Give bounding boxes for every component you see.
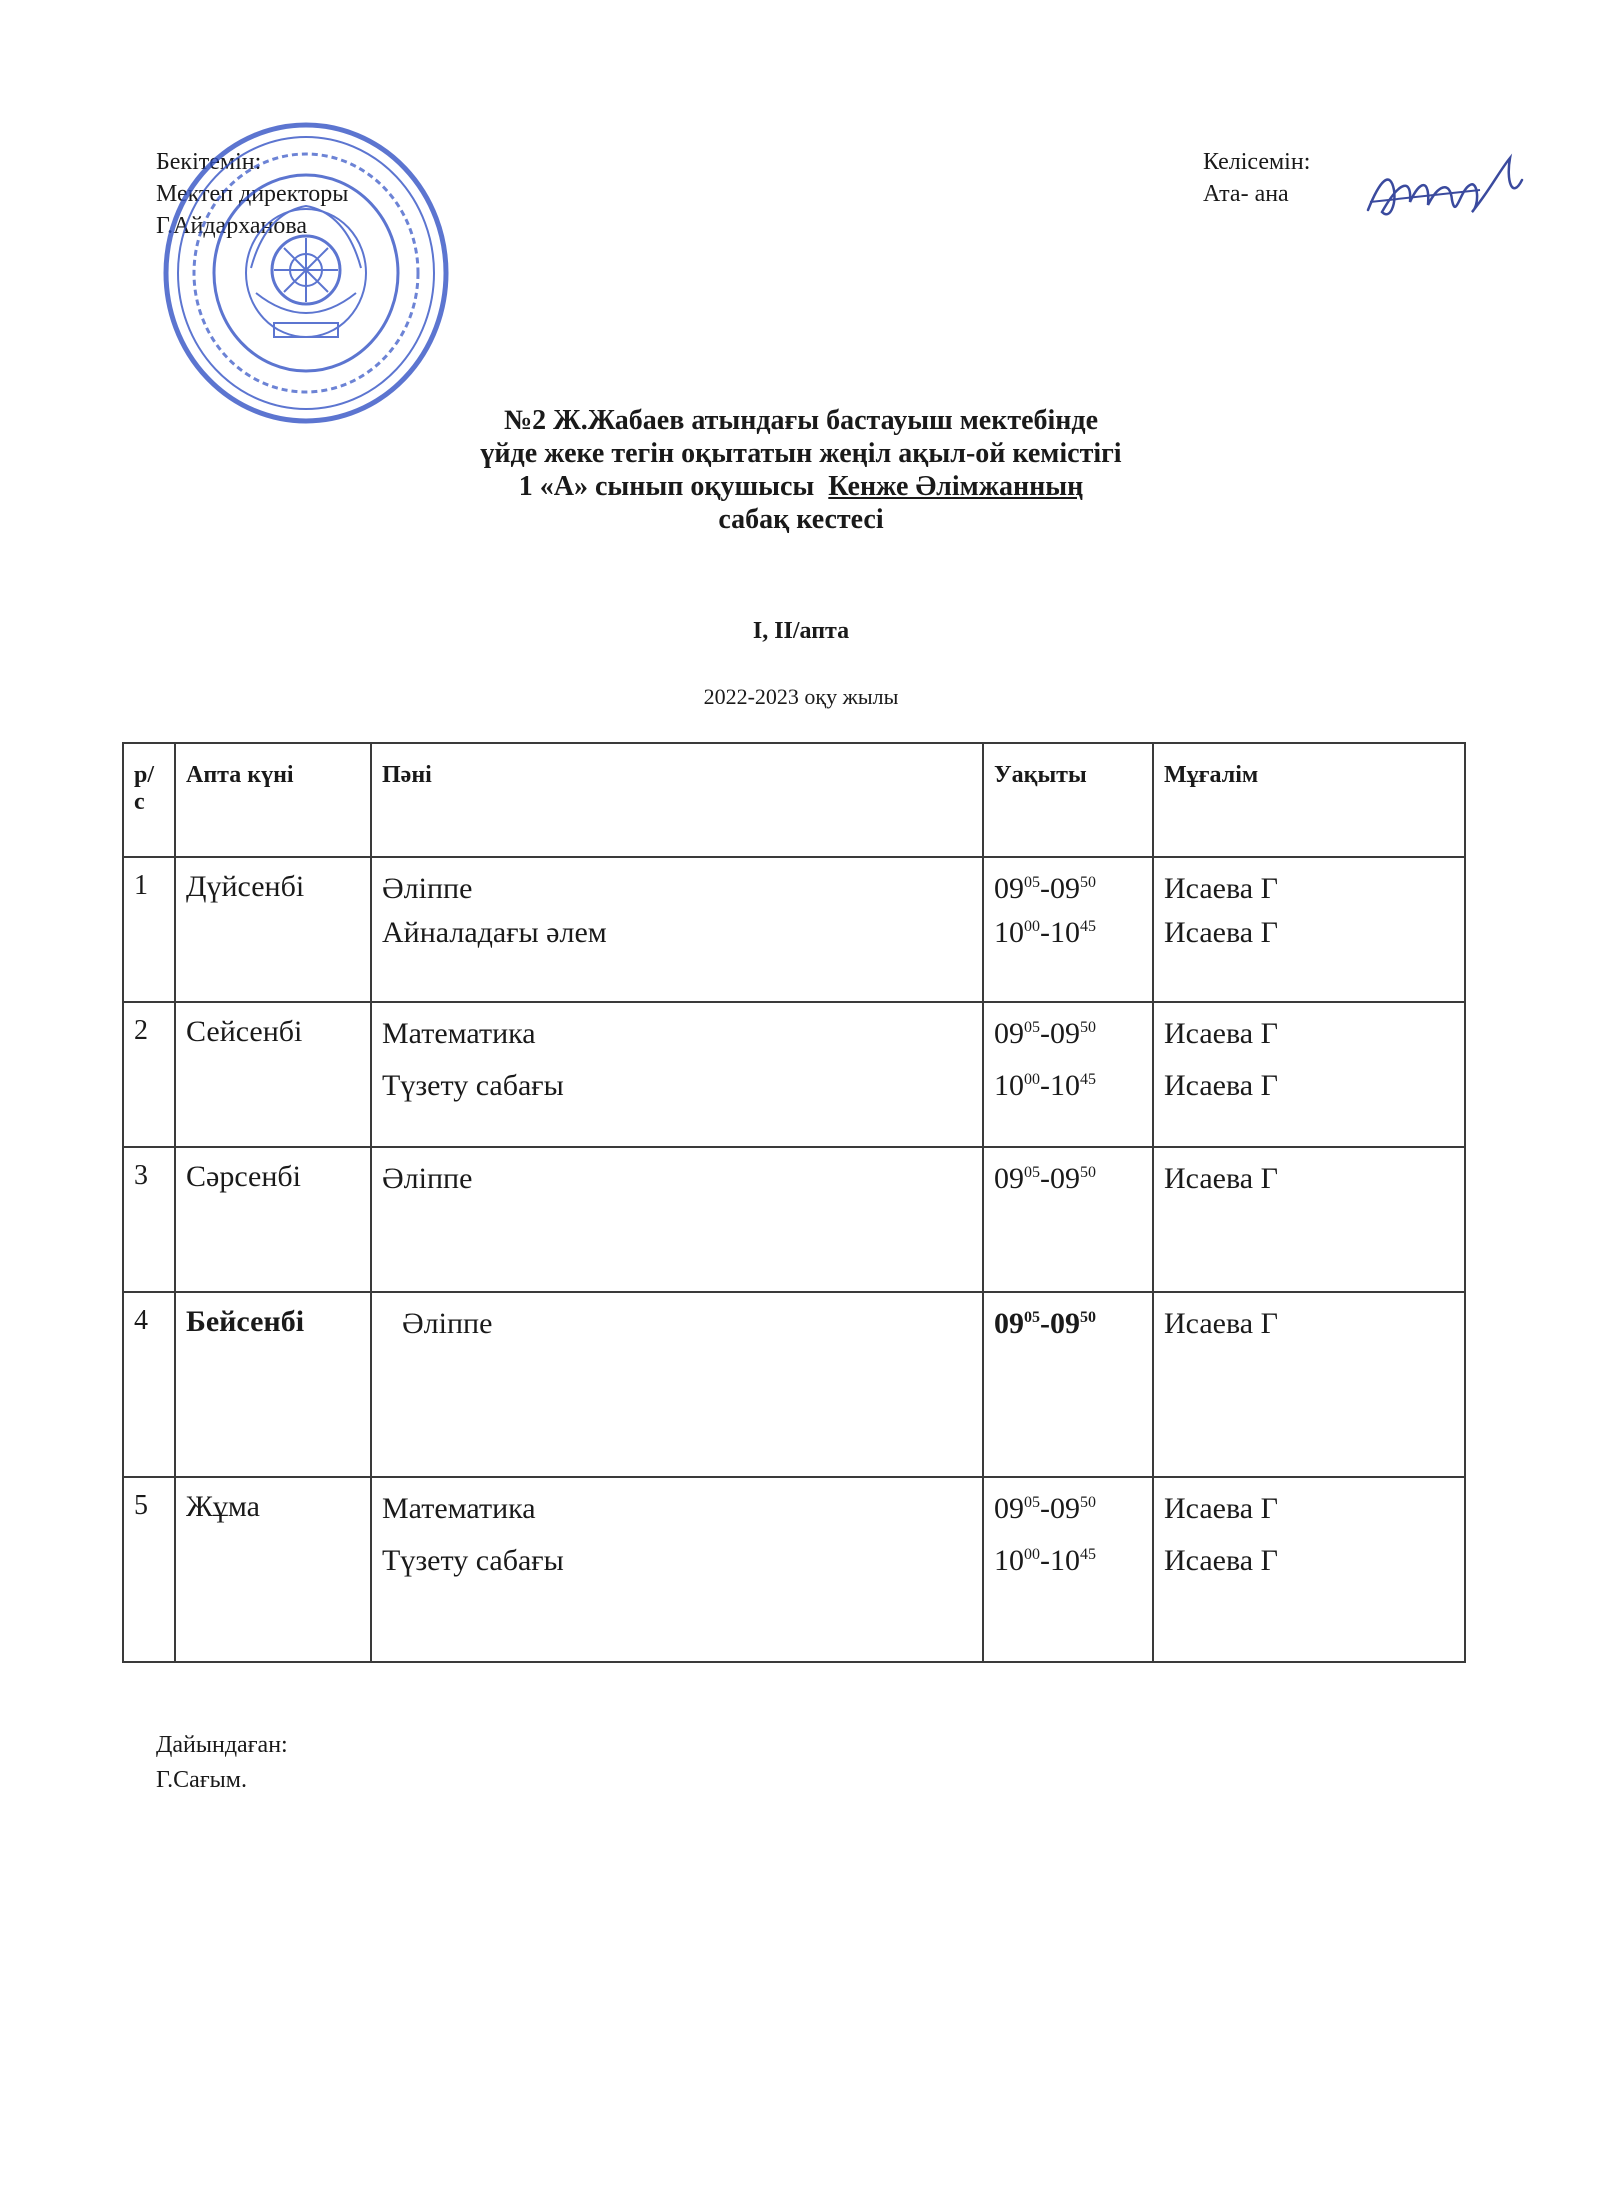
table-row bbox=[123, 1002, 1465, 1147]
row-times bbox=[983, 1477, 1153, 1662]
table-header-row bbox=[123, 743, 1465, 857]
table-row bbox=[123, 1292, 1465, 1477]
row-number: 3 bbox=[123, 1147, 175, 1292]
row-subjects bbox=[371, 1477, 983, 1662]
teacher: Исаева Г bbox=[1164, 872, 1278, 905]
approve-name: Г.Айдарханова bbox=[156, 213, 308, 239]
time-slot-2: $10^{00}-10^{45}$ bbox=[994, 916, 1096, 949]
prepared-by bbox=[156, 1728, 288, 1798]
row-subjects bbox=[371, 1147, 983, 1292]
time-slot-1: $09^{05}-09^{50}$ bbox=[994, 1492, 1096, 1525]
header-day: Апта күні bbox=[175, 743, 371, 857]
header-teacher: Мұғалім bbox=[1153, 743, 1465, 857]
row-times bbox=[983, 857, 1153, 1002]
subject: Айналадағы әлем bbox=[382, 916, 607, 949]
row-times bbox=[983, 1147, 1153, 1292]
title-line-2: үйде жеке тегін оқытатын жеңіл ақыл-ой кемістігі bbox=[480, 438, 1122, 469]
subject: Математика bbox=[382, 1492, 536, 1525]
time-slot-1: $09^{05}-09^{50}$ bbox=[994, 1162, 1096, 1195]
row-day: Дүйсенбі bbox=[175, 857, 371, 1002]
row-day: Сейсенбі bbox=[175, 1002, 371, 1147]
table-row bbox=[123, 1477, 1465, 1662]
title-line-4: сабақ кестесі bbox=[718, 504, 884, 535]
teacher: Исаева Г bbox=[1164, 1162, 1278, 1195]
teacher: Исаева Г bbox=[1164, 1544, 1278, 1577]
table-row bbox=[123, 857, 1465, 1002]
teacher: Исаева Г bbox=[1164, 1017, 1278, 1050]
document-title bbox=[0, 404, 1602, 536]
prepared-label: Дайындаған: bbox=[156, 1732, 288, 1758]
subject: Математика bbox=[382, 1017, 536, 1050]
row-subjects bbox=[371, 857, 983, 1002]
subject: Түзету сабағы bbox=[382, 1069, 564, 1102]
subject: Әліппе bbox=[382, 1162, 473, 1195]
row-teachers bbox=[1153, 1477, 1465, 1662]
subject: Әліппе bbox=[382, 872, 473, 905]
week-label: І, ІІ/апта bbox=[752, 618, 850, 644]
row-teachers bbox=[1153, 1147, 1465, 1292]
approve-position: Мектеп директоры bbox=[156, 181, 349, 207]
row-subjects bbox=[371, 1002, 983, 1147]
time-slot-2: $10^{00}-10^{45}$ bbox=[994, 1069, 1096, 1102]
title-class: 1 «А» сынып оқушысы bbox=[518, 471, 815, 502]
row-times bbox=[983, 1002, 1153, 1147]
row-times bbox=[983, 1292, 1153, 1477]
time-slot-1: $09^{05}-09^{50}$ bbox=[994, 1017, 1096, 1050]
student-name: Кенже Әлімжанның bbox=[828, 471, 1084, 502]
row-number: 5 bbox=[123, 1477, 175, 1662]
title-line-3 bbox=[0, 470, 1602, 503]
teacher: Исаева Г bbox=[1164, 916, 1278, 949]
agreement-block bbox=[1203, 146, 1310, 210]
subject: Түзету сабағы bbox=[382, 1544, 564, 1577]
row-teachers bbox=[1153, 857, 1465, 1002]
teacher: Исаева Г bbox=[1164, 1069, 1278, 1102]
row-day: Бейсенбі bbox=[175, 1292, 371, 1477]
header-time: Уақыты bbox=[983, 743, 1153, 857]
row-number: 1 bbox=[123, 857, 175, 1002]
time-slot-1: $09^{05}-09^{50}$ bbox=[994, 872, 1096, 905]
row-number: 4 bbox=[123, 1292, 175, 1477]
subject: Әліппе bbox=[402, 1307, 493, 1340]
title-line-1: №2 Ж.Жабаев атындағы бастауыш мектебінде bbox=[503, 405, 1099, 436]
agree-parent: Ата- ана bbox=[1203, 181, 1289, 207]
approve-label: Бекітемін: bbox=[156, 149, 262, 175]
row-day: Сәрсенбі bbox=[175, 1147, 371, 1292]
teacher: Исаева Г bbox=[1164, 1492, 1278, 1525]
row-subjects bbox=[371, 1292, 983, 1477]
agree-label: Келісемін: bbox=[1203, 149, 1311, 175]
row-teachers bbox=[1153, 1292, 1465, 1477]
time-slot-2: $10^{00}-10^{45}$ bbox=[994, 1544, 1096, 1577]
time-slot-1: $09^{05}-09^{50}$ bbox=[994, 1307, 1096, 1340]
table-row bbox=[123, 1147, 1465, 1292]
prepared-name: Г.Сағым. bbox=[156, 1767, 247, 1793]
official-seal-icon bbox=[156, 118, 456, 428]
header-number: р/с bbox=[123, 743, 175, 857]
row-teachers bbox=[1153, 1002, 1465, 1147]
signature-icon bbox=[1360, 150, 1530, 240]
header-subject: Пәні bbox=[371, 743, 983, 857]
schedule-table bbox=[122, 742, 1466, 1663]
academic-year: 2022-2023 оқу жылы bbox=[703, 684, 899, 709]
row-day: Жұма bbox=[175, 1477, 371, 1662]
row-number: 2 bbox=[123, 1002, 175, 1147]
teacher: Исаева Г bbox=[1164, 1307, 1278, 1340]
